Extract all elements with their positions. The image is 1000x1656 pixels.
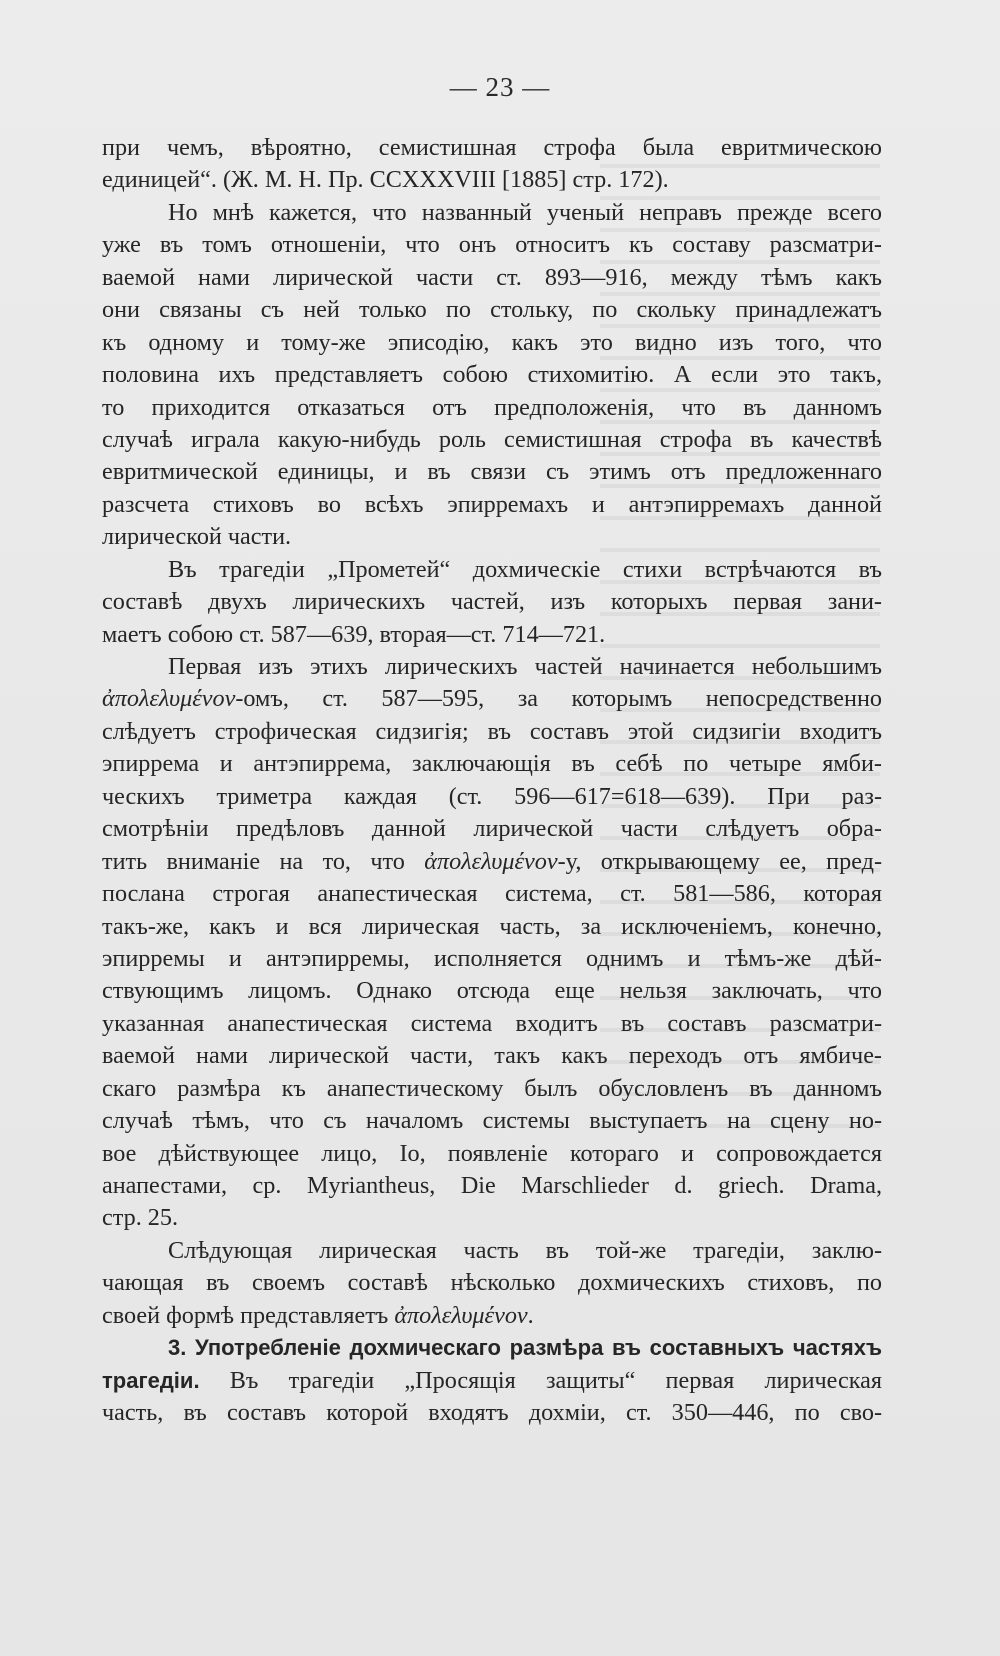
text-line: евритмической единицы, и въ связи съ этимъ отъ предложеннаго <box>102 458 882 486</box>
text-line: то приходится отказаться отъ предположенія, что въ данномъ <box>102 393 882 421</box>
text-line: послана строгая анапестическая система, ст. 581—586, которая <box>102 880 882 908</box>
text-line: маетъ собою ст. 587—639, вторая—ст. 714—721. <box>102 620 606 648</box>
text-line: ваемой нами лирической части ст. 893—916, между тѣмъ какъ <box>102 263 882 291</box>
text-line: лирической части. <box>102 523 292 551</box>
text-line: такъ-же, какъ и вся лирическая часть, за исключеніемъ, конечно, <box>102 912 882 940</box>
text-line: скаго размѣра къ анапестическому былъ обусловленъ въ данномъ <box>102 1074 882 1102</box>
text-run: -омъ, ст. 587—595, за которымъ непосредственно <box>235 685 882 713</box>
text-line: Первая изъ этихъ лирическихъ частей начинается небольшимъ <box>168 653 882 680</box>
text-line: ствующимъ лицомъ. Однако отсюда еще нельзя заключать, что <box>102 977 882 1005</box>
text-line: половина ихъ представляетъ собою стихомитію. А если это такъ, <box>102 361 882 389</box>
text-line <box>102 846 882 878</box>
text-line: случаѣ тѣмъ, что съ началомъ системы выступаетъ на сцену но- <box>102 1107 882 1135</box>
text-line: разсчета стиховъ во всѣхъ эпирремахъ и антэпирремахъ данной <box>102 490 882 518</box>
text-run: своей формѣ представляетъ <box>102 1301 395 1329</box>
text-line: они связаны съ ней только по стольку, по скольку принадлежатъ <box>102 296 882 324</box>
text-line: указанная анапестическая система входитъ въ составъ разсматри- <box>102 1009 882 1037</box>
text-line: эпиррема и антэпиррема, заключающія въ себѣ по четыре ямби- <box>102 750 882 778</box>
text-line: часть, въ составъ которой входятъ дохміи, ст. 350—446, по сво- <box>102 1399 882 1427</box>
text-run: тить вниманіе на то, что <box>102 847 425 875</box>
text-line <box>102 1365 882 1397</box>
greek-term: ἀπολελυμένον <box>394 1301 528 1329</box>
text-line: чающая въ своемъ составѣ нѣсколько дохмическихъ стиховъ, по <box>102 1269 882 1297</box>
text-line: стр. 25. <box>102 1204 179 1232</box>
text-line: при чемъ, вѣроятно, семистишная строфа была евритмическою <box>102 134 882 161</box>
text-line: къ одному и тому-же эписодію, какъ это видно изъ того, что <box>102 328 882 356</box>
text-line: слѣдуетъ строфическая сидзигія; въ составъ этой сидзигіи входитъ <box>102 717 882 745</box>
text-line: уже въ томъ отношеніи, что онъ относитъ къ составу разсматри- <box>102 231 882 259</box>
section-heading-line <box>102 1332 882 1364</box>
greek-term: ἀπολελυμένον <box>102 685 236 713</box>
text-line: составѣ двухъ лирическихъ частей, изъ которыхъ первая зани- <box>102 588 882 616</box>
text-line: вое дѣйствующее лицо, Іо, появленіе котораго и сопровождается <box>102 1139 882 1167</box>
text-line: Но мнѣ кажется, что названный ученый неправъ прежде всего <box>168 198 882 226</box>
text-line <box>102 1300 882 1332</box>
page-number: — 23 — <box>449 72 551 102</box>
text-line: ваемой нами лирической части, такъ какъ переходъ отъ ямбиче- <box>102 1042 882 1070</box>
text-run: -у, открывающему ее, пред- <box>557 847 882 875</box>
text-line: анапестами, ср. Myriantheus, Die Marschlieder d. griech. Drama, <box>102 1172 882 1199</box>
text-run: Въ трагедіи „Просящія защиты“ первая лирическая <box>199 1366 882 1394</box>
text-line: Слѣдующая лирическая часть въ той-же трагедіи, заклю- <box>168 1236 882 1264</box>
section-heading-continued: трагедіи. <box>102 1367 200 1393</box>
text-line: ческихъ триметра каждая (ст. 596—617=618—639). При раз- <box>102 782 882 810</box>
text-run: . <box>527 1301 534 1329</box>
text-line: Въ трагедіи „Прометей“ дохмическіе стихи встрѣчаются въ <box>168 555 882 583</box>
greek-term: ἀπολελυμένον <box>424 847 558 875</box>
text-line: случаѣ играла какую-нибудь роль семистишная строфа въ качествѣ <box>102 425 882 453</box>
section-heading: 3. Употребленіе дохмическаго размѣра въ составныхъ частяхъ <box>168 1335 882 1361</box>
page-body <box>102 132 882 1430</box>
text-line: смотрѣніи предѣловъ данной лирической части слѣдуетъ обра- <box>102 815 882 843</box>
text-line: эпирремы и антэпирремы, исполняется однимъ и тѣмъ-же дѣй- <box>102 944 882 972</box>
text-line: единицей“. (Ж. М. Н. Пр. CCXXXVIII [1885] стр. 172). <box>102 166 669 194</box>
text-line <box>102 683 882 715</box>
